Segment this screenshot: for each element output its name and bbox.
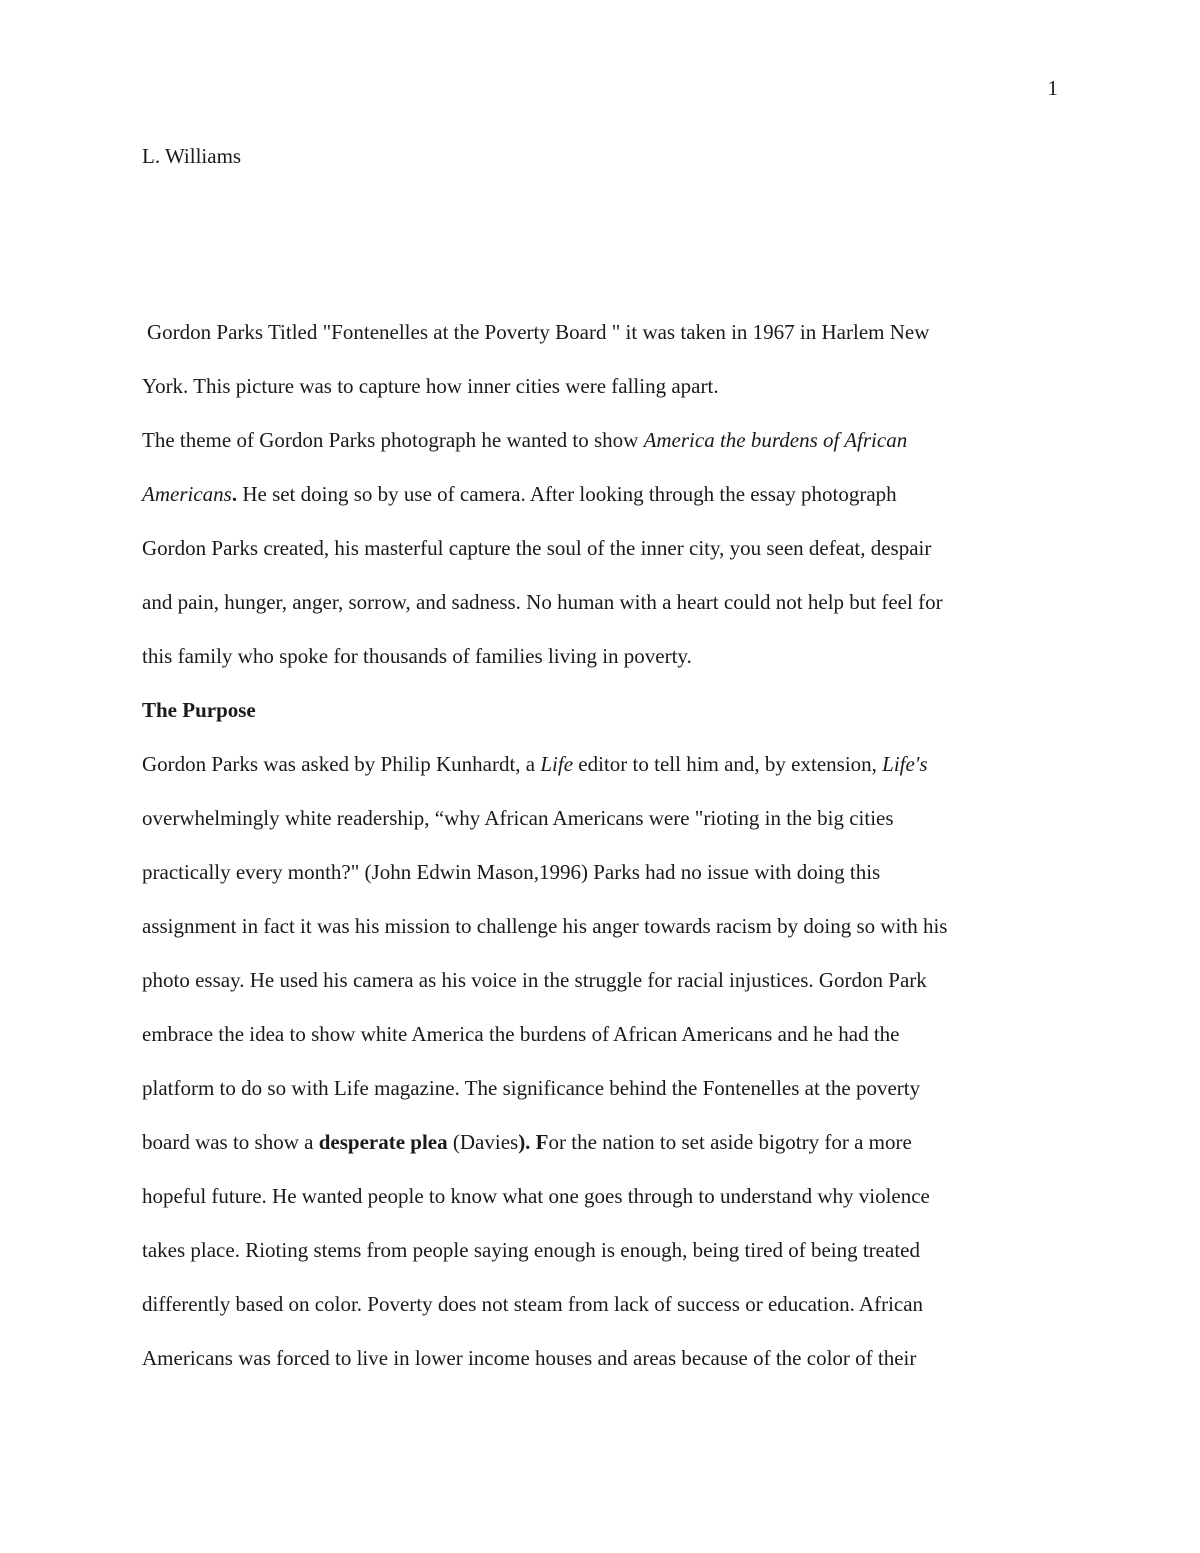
italic-text-run: Life's [882,752,928,776]
paragraph-line [142,791,1062,845]
text-run: assignment in fact it was his mission to challenge his anger towards racism by doing so with his [142,914,948,938]
text-run: York. This picture was to capture how inner cities were falling apart. [142,374,719,398]
page-number: 1 [1047,76,1058,100]
paragraph-line [142,1007,1062,1061]
paragraph-line [142,1223,1062,1277]
text-run: this family who spoke for thousands of families living in poverty. [142,644,692,668]
paragraph-line [142,1061,1062,1115]
text-run: embrace the idea to show white America the burdens of African Americans and he had the [142,1022,900,1046]
text-run: platform to do so with Life magazine. The significance behind the Fontenelles at the poverty [142,1076,921,1100]
text-run: Gordon Parks created, his masterful capture the soul of the inner city, you seen defeat, despair [142,536,932,560]
paragraph-line [142,575,1062,629]
paragraph-line [142,845,1062,899]
paragraph-line [142,305,1062,359]
text-run: Gordon Parks Titled "Fontenelles at the Poverty Board " it was taken in 1967 in Harlem New [147,320,930,344]
text-run: The theme of Gordon Parks photograph he wanted to show [142,428,644,452]
essay-body [142,305,1062,1385]
paragraph-line [142,467,1062,521]
text-run: board was to show a [142,1130,319,1154]
paragraph-line [142,413,1062,467]
paragraph-line [142,521,1062,575]
bold-text-run: desperate plea [318,1130,448,1154]
text-run: (Davies [447,1130,519,1154]
italic-text-run: Life [540,752,574,776]
paragraph-line [142,1331,1062,1385]
text-run: editor to tell him and, by extension, [573,752,883,776]
paragraph-line [142,899,1062,953]
paragraph-line [142,1277,1062,1331]
bold-text-run: . [231,482,238,506]
text-run: He set doing so by use of camera. After looking through the essay photograph [237,482,897,506]
text-run: differently based on color. Poverty does not steam from lack of success or education. African [142,1292,924,1316]
paragraph-line [142,1115,1062,1169]
text-run: practically every month?" (John Edwin Mason,1996) Parks had no issue with doing this [142,860,881,884]
italic-text-run: Americans [142,482,232,506]
text-run: photo essay. He used his camera as his voice in the struggle for racial injustices. Gordon Park [142,968,927,992]
section-heading: The Purpose [142,698,256,722]
author-name: L. Williams [142,144,242,168]
text-run: takes place. Rioting stems from people saying enough is enough, being tired of being treated [142,1238,920,1262]
paragraph-line [142,359,1062,413]
text-run: Gordon Parks was asked by Philip Kunhardt, a [142,752,541,776]
text-run: Americans was forced to live in lower income houses and areas because of the color of their [142,1346,917,1370]
italic-text-run: America the burdens of African [643,428,908,452]
paragraph-line [142,953,1062,1007]
paragraph-line [142,1169,1062,1223]
text-run: or the nation to set aside bigotry for a more [548,1130,912,1154]
bold-text-run: ). F [518,1130,549,1154]
text-run: overwhelmingly white readership, “why African Americans were "rioting in the big cities [142,806,894,830]
text-run: hopeful future. He wanted people to know what one goes through to understand why violence [142,1184,930,1208]
paragraph-line [142,629,1062,683]
text-run: and pain, hunger, anger, sorrow, and sadness. No human with a heart could not help but feel for [142,590,943,614]
paragraph-line [142,737,1062,791]
